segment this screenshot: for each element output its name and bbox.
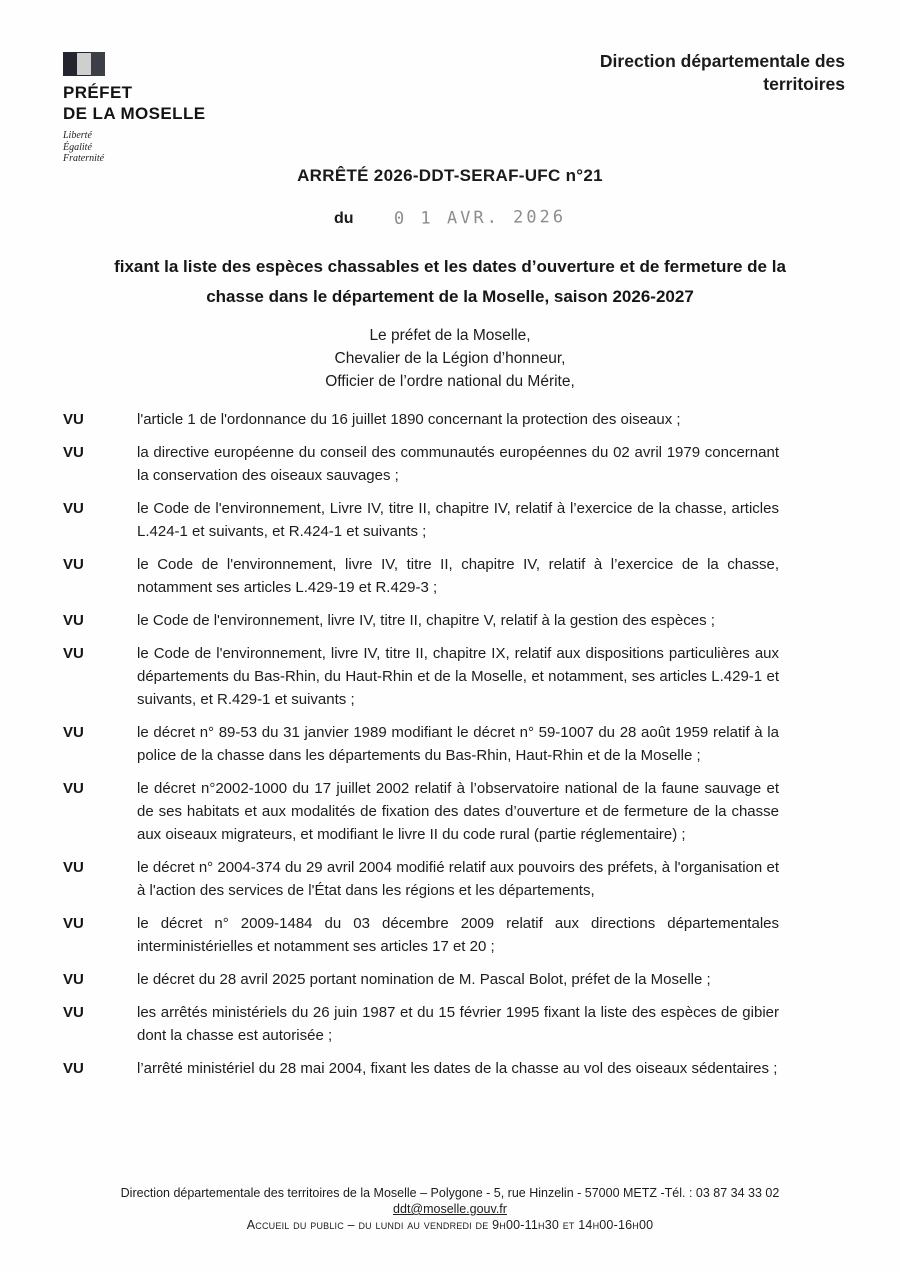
vu-item xyxy=(63,609,779,632)
prefet-line2: DE LA MOSELLE xyxy=(63,104,206,123)
vu-item-text: la directive européenne du conseil des communautés européennes du 02 avril 1979 concernant la conservation des oiseaux sauvages ; xyxy=(137,444,779,484)
vu-item xyxy=(63,856,779,902)
date-line xyxy=(0,208,900,228)
prefect-salutation xyxy=(0,324,900,393)
vu-item xyxy=(63,642,779,711)
prefecture-logo-block xyxy=(63,52,205,165)
vu-item-text: le décret n° 2009-1484 du 03 décembre 2009 relatif aux directions départementales interministérielles et notamment ses articles 17 et 20 ; xyxy=(137,915,779,955)
salutation-line3: Officier de l’ordre national du Mérite, xyxy=(325,373,575,390)
vu-item-label: VU xyxy=(63,645,84,662)
document-footer xyxy=(0,1185,900,1234)
vu-item-label: VU xyxy=(63,780,84,797)
motto-liberte: Liberté xyxy=(63,130,92,141)
flag-right-stripe xyxy=(91,52,105,76)
vu-item xyxy=(63,912,779,958)
vu-item-text: le Code de l'environnement, livre IV, titre II, chapitre V, relatif à la gestion des espèces ; xyxy=(137,612,715,629)
vu-item xyxy=(63,721,779,767)
vu-item-label: VU xyxy=(63,859,84,876)
direction-line2: territoires xyxy=(763,74,845,94)
direction-departementale-title xyxy=(600,50,845,96)
vu-item xyxy=(63,553,779,599)
arrete-subject-title xyxy=(40,252,860,312)
vu-item-label: VU xyxy=(63,1004,84,1021)
vu-item-text: le décret n°2002-1000 du 17 juillet 2002 relatif à l’observatoire national de la faune sauvage et de ses habitats et aux modalités de fixation des dates d’ouverture et de fermeture de la chasse aux oiseaux migrateurs, et modifiant le livre II du code rural (partie réglementaire) ; xyxy=(137,780,779,843)
vu-item xyxy=(63,968,779,991)
vu-considerations-list xyxy=(63,408,779,1090)
subject-line2: chasse dans le département de la Moselle, saison 2026-2027 xyxy=(206,287,694,306)
vu-item-label: VU xyxy=(63,612,84,629)
vu-item-text: le décret n° 2004-374 du 29 avril 2004 modifié relatif aux pouvoirs des préfets, à l'organisation et à l'action des services de l'État dans les régions et les départements, xyxy=(137,859,779,899)
vu-item-label: VU xyxy=(63,411,84,428)
footer-opening-hours: Accueil du public – du lundi au vendredi de 9h00-11h30 et 14h00-16h00 xyxy=(246,1218,654,1232)
date-stamp: 0 1 AVR. 2026 xyxy=(393,207,567,229)
footer-address: Direction départementale des territoires de la Moselle – Polygone - 5, rue Hinzelin - 57000 METZ -Tél. : 03 87 34 33 02 xyxy=(120,1186,780,1200)
vu-item-label: VU xyxy=(63,556,84,573)
vu-item xyxy=(63,1057,779,1080)
footer-email: ddt@moselle.gouv.fr xyxy=(393,1202,507,1216)
arrete-number-title: ARRÊTÉ 2026-DDT-SERAF-UFC n°21 xyxy=(297,166,603,185)
vu-item-text: le décret du 28 avril 2025 portant nomination de M. Pascal Bolot, préfet de la Moselle ; xyxy=(137,971,711,988)
direction-line1: Direction départementale des xyxy=(599,51,845,71)
flag-middle-stripe xyxy=(77,52,91,76)
vu-item-text: le Code de l'environnement, livre IV, titre II, chapitre IX, relatif aux dispositions particulières aux départements du Bas-Rhin, du Haut-Rhin et de la Moselle, et notamment, ses articles L.429-1 et suivants, et R.429-1 et suivants ; xyxy=(137,645,779,708)
motto-fraternite: Fraternité xyxy=(63,153,105,164)
vu-item xyxy=(63,408,779,431)
french-republic-flag-icon xyxy=(63,52,105,76)
vu-item-text: le Code de l'environnement, Livre IV, titre II, chapitre IV, relatif à l’exercice de la chasse, articles L.424-1 et suivants, et R.424-1 et suivants ; xyxy=(137,500,779,540)
vu-item-label: VU xyxy=(63,1060,84,1077)
du-label: du xyxy=(333,210,354,227)
motto-egalite: Égalité xyxy=(63,141,92,153)
vu-item xyxy=(63,777,779,846)
vu-item xyxy=(63,441,779,487)
vu-item-text: les arrêtés ministériels du 26 juin 1987 et du 15 février 1995 fixant la liste des espèces de gibier dont la chasse est autorisée ; xyxy=(137,1004,779,1044)
prefet-line1: PRÉFET xyxy=(63,83,133,102)
salutation-line1: Le préfet de la Moselle, xyxy=(369,327,531,344)
vu-item xyxy=(63,1001,779,1047)
subject-line1: fixant la liste des espèces chassables et les dates d’ouverture et de fermeture de la xyxy=(114,257,786,276)
vu-item-text: le Code de l'environnement, livre IV, titre II, chapitre IV, relatif à l’exercice de la chasse, notamment ses articles L.429-19 et R.429-3 ; xyxy=(137,556,779,596)
prefecture-name xyxy=(63,82,205,124)
vu-item-text: le décret n° 89-53 du 31 janvier 1989 modifiant le décret n° 59-1007 du 28 août 1959 relatif à la police de la chasse dans les départements du Bas-Rhin, Haut-Rhin et de la Moselle ; xyxy=(137,724,779,764)
vu-item xyxy=(63,497,779,543)
republic-motto xyxy=(63,130,205,165)
vu-item-text: l’arrêté ministériel du 28 mai 2004, fixant les dates de la chasse au vol des oiseaux sédentaires ; xyxy=(137,1060,778,1077)
vu-item-label: VU xyxy=(63,915,84,932)
salutation-line2: Chevalier de la Légion d’honneur, xyxy=(334,350,566,367)
vu-item-label: VU xyxy=(63,971,84,988)
vu-item-label: VU xyxy=(63,444,84,461)
flag-left-stripe xyxy=(63,52,77,76)
vu-item-text: l'article 1 de l'ordonnance du 16 juillet 1890 concernant la protection des oiseaux ; xyxy=(137,411,681,428)
vu-item-label: VU xyxy=(63,500,84,517)
vu-item-label: VU xyxy=(63,724,84,741)
